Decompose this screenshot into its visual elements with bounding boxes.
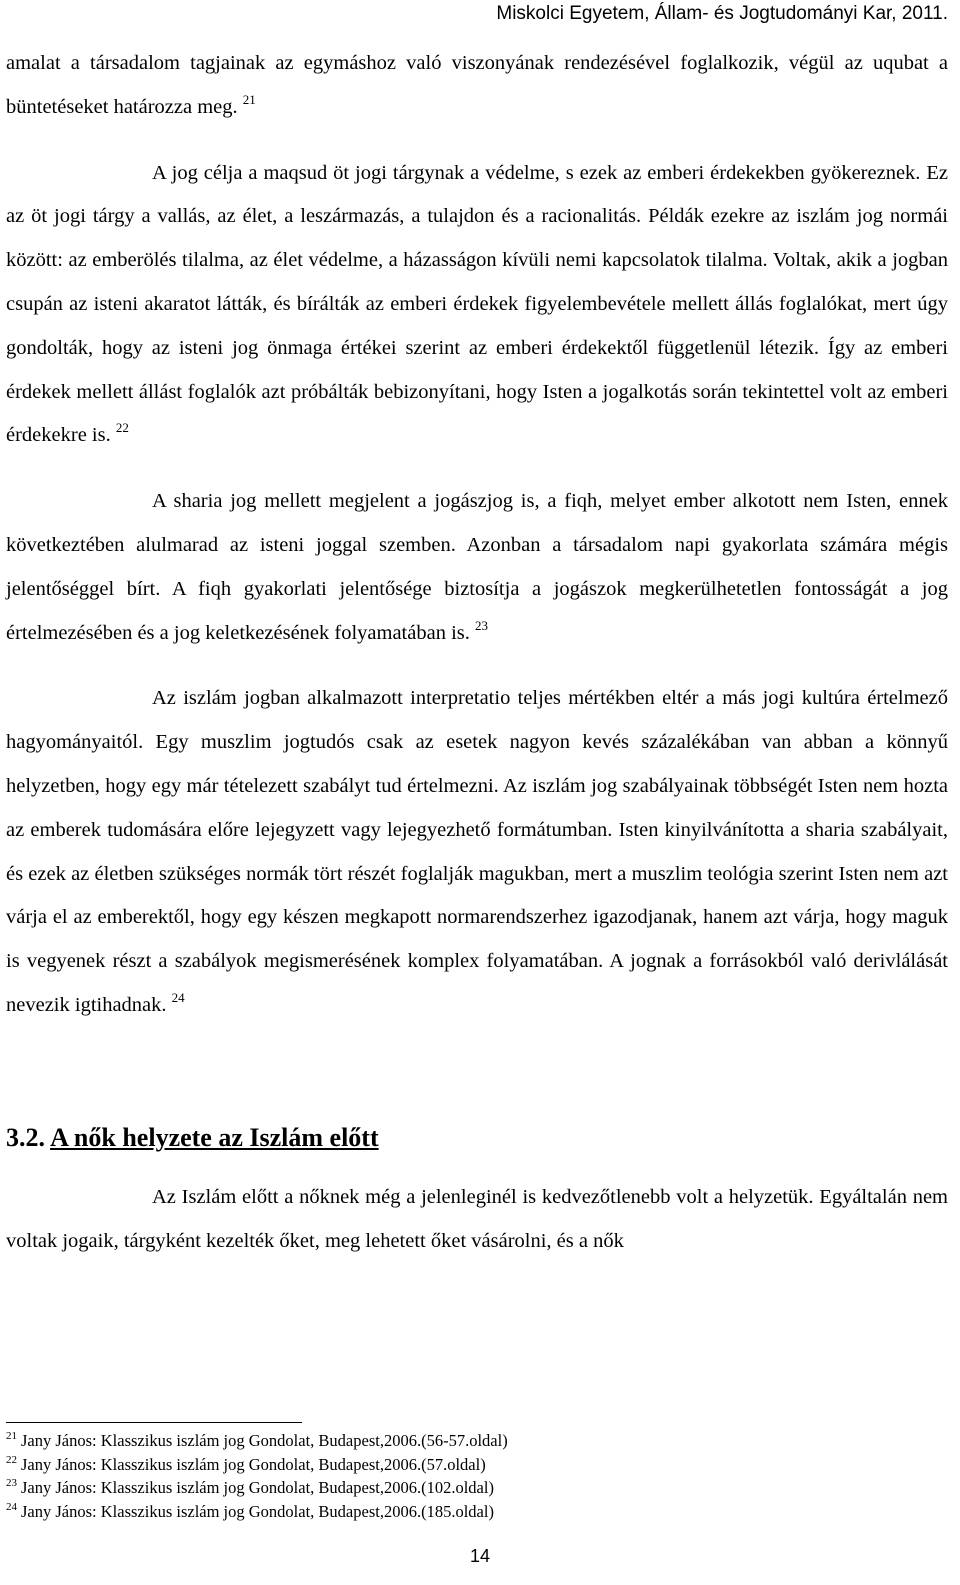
footnote: $^{24}$ Jany János: Klasszikus iszlám jog Gondolat, Budapest,2006.(185.oldal) (6, 1500, 494, 1521)
page-number: 14 (469, 1546, 491, 1566)
footnote: $^{22}$ Jany János: Klasszikus iszlám jog Gondolat, Budapest,2006.(57.oldal) (6, 1453, 486, 1474)
section-title: A nők helyzete az Iszlám előtt (50, 1122, 379, 1152)
footnote-ref[interactable]: 22 (115, 420, 129, 436)
paragraph: A sharia jog mellett megjelent a jogászjog is, a fiqh, melyet ember alkotott nem Isten, ennek következtében alulmarad az isteni joggal szemben. Azonban a társadalom napi gyakorlata számára mégis jelentőséggel bírt. A fiqh gyakorlati jelentősége biztosítja a jogászok megkerülhetetlen fontosságát a jog értelmezésében és a jog keletkezésének folyamatában is. $^{23}$ (6, 490, 948, 644)
paragraph: amalat a társadalom tagjainak az egymáshoz való viszonyának rendezésével foglalkozik, végül az uqubat a büntetéseket határozza meg. $^{21}$ (6, 52, 948, 118)
running-header: Miskolci Egyetem, Állam- és Jogtudományi Kar, 2011. (496, 3, 948, 24)
paragraph: A jog célja a maqsud öt jogi tárgynak a védelme, s ezek az emberi érdekekben gyökereznek. Ez az öt jogi tárgy a vallás, az élet, a leszármazás, a tulajdon és a racionalitás. Példák ezekre az iszlám jog normái között: az emberölés tilalma, az élet védelme, a házasságon kívüli nemi kapcsolatok tilalma. Voltak, akik a jogban csupán az isteni akaratot látták, és bírálták az emberi érdekek figyelembevétele mellett állás foglalókat, mert úgy gondolták, hogy az isteni jog önmaga értékei szerint az emberi érdekektől függetlenül létezik. Így az emberi érdekek mellett állást foglalók azt próbálták bebizonyítani, hogy Isten a jogalkotás során tekintettel volt az emberi érdekekre is. $^{22}$ (6, 161, 948, 447)
section-heading (6, 1118, 948, 1158)
footnote-divider (6, 1422, 302, 1423)
footnote: $^{23}$ Jany János: Klasszikus iszlám jog Gondolat, Budapest,2006.(102.oldal) (6, 1477, 494, 1497)
footnote-ref[interactable]: 23 (475, 617, 488, 633)
paragraph: Az Iszlám előtt a nőknek még a jelenleginél is kedvezőtlenebb volt a helyzetük. Egyáltalán nem voltak jogaik, tárgyként kezelték őket, meg lehetett őket vásárolni, és a nők (6, 1185, 948, 1252)
footnotes (6, 1422, 948, 1523)
paragraph: Az iszlám jogban alkalmazott interpretatio teljes mértékben eltér a más jogi kultúra értelmező hagyományaitól. Egy muszlim jogtudós csak az esetek nagyon kevés százalékában van abban a könnyű helyzetben, hogy egy már tételezett szabályt tud értelmezni. Az iszlám jog szabályainak többségét Isten nem hozta az emberek tudomására előre lejegyzett vagy lejegyezhető formátumban. Isten kinyilvánította a sharia szabályait, és ezek az életben szükséges normák tört részét foglalják magukban, mert a muszlim teológia szerint Isten nem azt várja el az emberektől, hogy egy készen megkapott normarendszerhez igazodjanak, hanem azt várja, hogy maguk is vegyenek részt a szabályok megismerésének komplex folyamatában. A jognak a forrásokból való derivlálását nevezik igtihadnak. $^{24}$ (6, 687, 948, 1016)
page-body (6, 42, 948, 1263)
footnote-ref[interactable]: 21 (242, 91, 256, 107)
footnote: $^{21}$ Jany János: Klasszikus iszlám jog Gondolat, Budapest,2006.(56-57.oldal) (6, 1430, 508, 1450)
footnote-ref[interactable]: 24 (171, 989, 185, 1005)
section-number: 3.2. (6, 1122, 45, 1152)
